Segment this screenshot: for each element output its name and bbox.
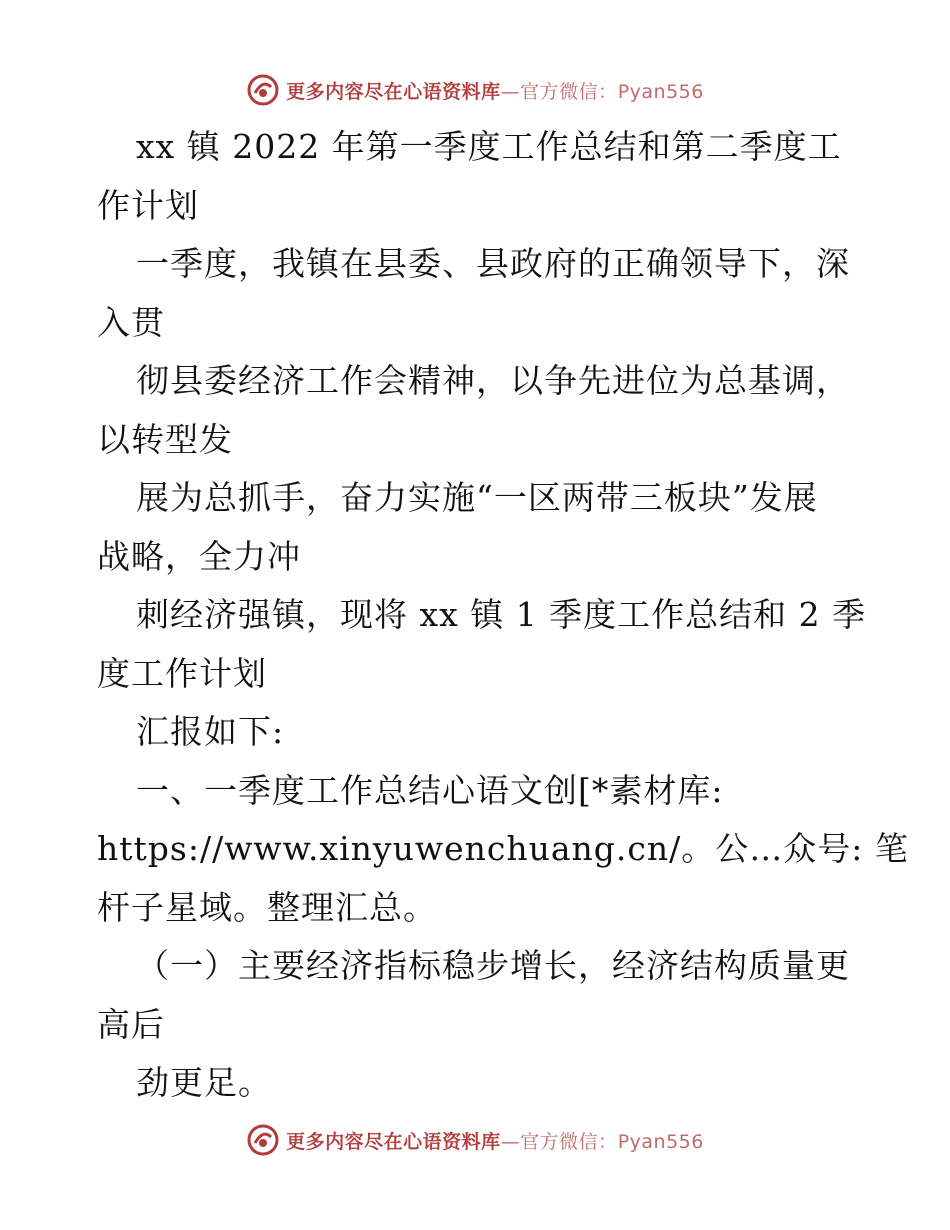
watermark-brand: 更多内容尽在心语资料库 <box>286 1130 501 1153</box>
watermark-separator: — <box>500 80 521 103</box>
watermark-wechat-label: 官方微信： <box>520 1130 618 1153</box>
text-line: xx 镇 2022 年第一季度工作总结和第二季度工 <box>136 127 842 166</box>
watermark-brand: 更多内容尽在心语资料库 <box>286 80 501 103</box>
footer-watermark <box>0 1120 950 1160</box>
text-line: 展为总抓手，奋力实施“一区两带三板块”发展 <box>136 478 818 517</box>
watermark-wechat-id: Pyan556 <box>617 80 704 103</box>
text-line: 汇报如下: <box>136 712 285 751</box>
text-line: 度工作计划 <box>97 653 267 693</box>
header-watermark <box>0 70 950 110</box>
brand-logo-icon <box>246 73 280 107</box>
text-line: 战略，全力冲 <box>97 536 301 576</box>
brand-logo-icon <box>246 1123 280 1157</box>
document-body <box>97 118 909 1113</box>
text-line: 杆子星域。整理汇总。 <box>97 887 437 927</box>
watermark-wechat-id: Pyan556 <box>617 1130 704 1153</box>
text-line: https://www.xinyuwenchuang.cn/。公…众号: 笔 <box>97 829 909 868</box>
text-line: 一、一季度工作总结心语文创[*素材库: <box>136 770 724 810</box>
text-line: 一季度，我镇在县委、县政府的正确领导下，深 <box>136 244 850 283</box>
text-line: 劲更足。 <box>136 1063 272 1102</box>
text-line: 作计划 <box>97 185 199 225</box>
text-line: 高后 <box>97 1004 165 1044</box>
watermark-separator: — <box>500 1130 521 1153</box>
text-line: （一）主要经济指标稳步增长，经济结构质量更 <box>136 946 850 985</box>
text-line: 入贯 <box>97 302 165 342</box>
text-line: 以转型发 <box>97 419 233 459</box>
text-line: 刺经济强镇，现将 xx 镇 1 季度工作总结和 2 季 <box>136 595 867 634</box>
text-line: 彻县委经济工作会精神，以争先进位为总基调， <box>136 361 850 400</box>
watermark-wechat-label: 官方微信： <box>520 80 618 103</box>
